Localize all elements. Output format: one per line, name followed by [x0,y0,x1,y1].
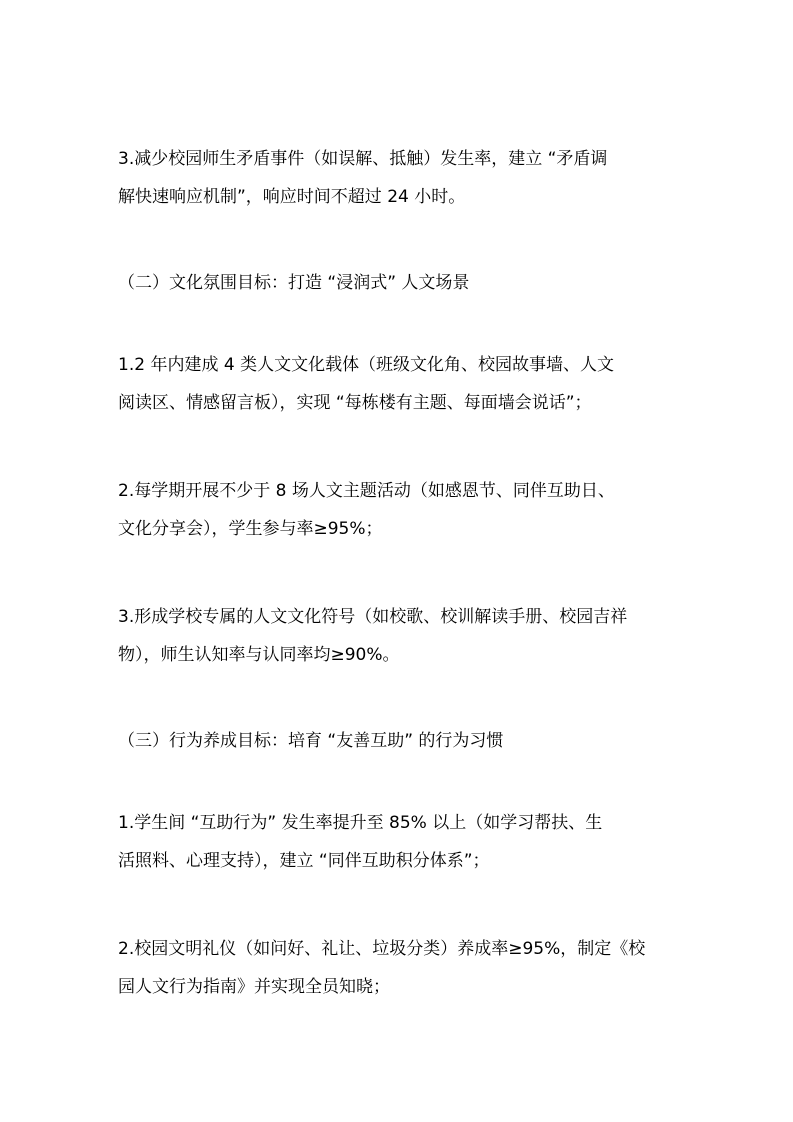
paragraph-line: 阅读区、情感留言板），实现 “每栋楼有主题、每面墙会说话”； [118,393,592,413]
paragraph-line: 3.减少校园师生矛盾事件（如误解、抵触）发生率，建立 “矛盾调 [118,149,608,169]
paragraph-etiquette [118,930,680,1006]
paragraph-conflict-reduction [118,140,680,216]
paragraph-line: 3.形成学校专属的人文文化符号（如校歌、校训解读手册、校园吉祥 [118,607,628,627]
paragraph-line: 1.学生间 “互助行为” 发生率提升至 85% 以上（如学习帮扶、生 [118,813,603,833]
paragraph-line: 园人文行为指南》并实现全员知晓； [118,977,390,997]
paragraph-line: 2.校园文明礼仪（如问好、礼让、垃圾分类）养成率≥95%，制定《校 [118,939,646,959]
paragraph-theme-activities [118,472,680,548]
paragraph-mutual-aid [118,804,680,880]
paragraph-line: 解快速响应机制”，响应时间不超过 24 小时。 [118,187,466,207]
paragraph-culture-carriers [118,346,680,422]
paragraph-line: 文化分享会），学生参与率≥95%； [118,519,383,539]
section-heading-culture: （二）文化氛围目标：打造 “浸润式” 人文场景 [118,273,470,293]
paragraph-line: 活照料、心理支持），建立 “同伴互助积分体系”； [118,851,490,871]
paragraph-line: 2.每学期开展不少于 8 场人文主题活动（如感恩节、同伴互助日、 [118,481,615,501]
paragraph-line: 1.2 年内建成 4 类人文文化载体（班级文化角、校园故事墙、人文 [118,355,615,375]
paragraph-line: 物），师生认知率与认同率均≥90%。 [118,645,400,665]
section-heading-behavior: （三）行为养成目标：培育 “友善互助” 的行为习惯 [118,731,504,751]
paragraph-culture-symbols [118,598,680,674]
